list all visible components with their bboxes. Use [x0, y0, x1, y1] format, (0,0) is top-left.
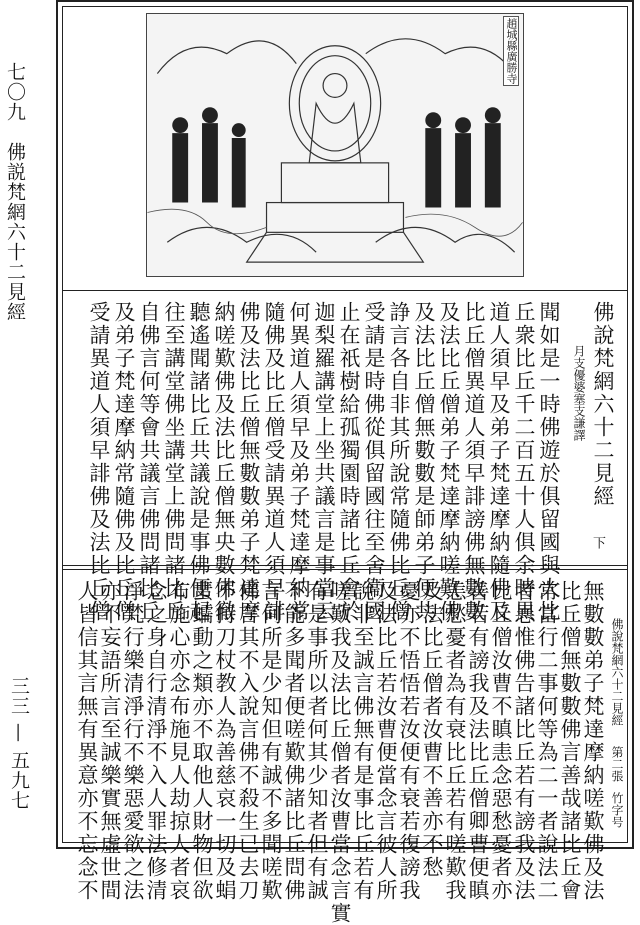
text-column: 聽遙聞諸比丘共議說是事佛便起 — [187, 301, 211, 623]
text-column: 憂亦不悟悟若汝便有衰若復謗我 — [397, 580, 421, 902]
text-column: 及法比丘若汝曹便當念言彼人所 — [374, 580, 398, 902]
text-column: 比丘僧汝曹不瞋恚念惡愁憂者亦 — [489, 580, 513, 902]
text-column: 及弟子梵達摩納常隨佛及比丘僧 — [112, 301, 136, 623]
margin-volume-page: 三三 — 五九七 — [8, 676, 30, 811]
page-header-title: 佛說梵網六十二見經 — [610, 618, 624, 726]
margin-title: 七〇九 佛説梵網六十二見經 — [4, 62, 26, 322]
text-block-upper — [62, 290, 628, 623]
text-column: 念之身自行清淨不入人罪法修清 — [144, 580, 168, 902]
text-column: 道人須早及弟子梵達摩納隨佛及 — [487, 301, 511, 623]
lower-mark: 下 — [590, 536, 605, 551]
translator-line: 月支優婆塞支謙譯 — [572, 345, 586, 441]
text-column: 嗟歎我及法比丘僧者汝曹當念言實 — [328, 580, 352, 925]
text-column: 受請是時佛從俱留國往至舍衞國 — [362, 301, 386, 623]
text-column: 布施心亦念布施見人劫掠人者哀 — [167, 580, 191, 902]
text-column: 納嗟歎佛及法比丘僧無央數佛徹 — [212, 301, 236, 623]
text-column: 常當行二事何等為二一者說法二 — [535, 580, 559, 902]
text-column: 不持刀杖教人為善慈哀一切及蜎 — [213, 580, 237, 902]
text-column: 及法比丘僧者汝曹不善亦不愁 — [420, 580, 444, 879]
text-column: 比丘僧無數數佛言善哉諸比丘會 — [558, 580, 582, 902]
text-column: 人皆信其言無有異意亦不忘念不 — [75, 580, 99, 902]
text-column: 往至講堂佛坐講堂上佛問諸比丘 — [162, 301, 186, 623]
text-block-lower — [62, 569, 628, 925]
text-column: 受請異道人須早誹佛及法比丘僧 — [87, 301, 111, 623]
text-column: 止在祇樹給孤獨園時諸比丘會於 — [337, 301, 361, 623]
text-column: 隨佛及比丘僧受請異道人須早誹 — [262, 301, 286, 623]
text-column: 淨梵行樂清淨行不樂惡愛欲之法 — [121, 580, 145, 902]
text-column: 丘衆比丘千二百五十人俱余時異 — [512, 301, 536, 623]
text-column: 何異道人須早及弟子梵達摩納常 — [287, 301, 311, 623]
illustration-caption: 趙城縣廣勝寺 — [505, 18, 518, 84]
text-column: 無數數弟子梵達摩納嗟歎佛及法 — [581, 580, 605, 902]
page-header-number: 第二張 — [610, 746, 624, 782]
text-column: 蜚蠕動之類亦不取他人財物但欲 — [190, 580, 214, 902]
frontispiece-illustration — [146, 13, 524, 277]
text-column: 恚愁憂者為有衰比丘若有嗟歎我 — [443, 580, 467, 902]
text-column: 者思惟佛告諸比丘若有謗我及法 — [512, 580, 536, 902]
page-header-char: 竹字号 — [610, 792, 624, 828]
text-column: 佛及法比丘僧無數數弟子梵達摩 — [237, 301, 261, 623]
text-column: 諍言各自非其所說常隨佛比丘僧 — [387, 301, 411, 623]
text-column: 佛言其不入說言佛不殺生已去刀 — [236, 580, 260, 902]
text-column: 及法比丘僧無數數是師弟子便共 — [412, 301, 436, 623]
text-column: 有是事所以者何其少知者但有誠 — [305, 580, 329, 902]
buddha-assembly-image — [147, 14, 523, 276]
text-column: 聞如是一時佛遊於俱留國與大比 — [537, 301, 561, 623]
text-column: 不能多聞者便嗟歎佛諸比丘問佛 — [282, 580, 306, 902]
text-column: 言何所是少知但有誠不多聞嗟歎 — [259, 580, 283, 902]
text-column: 亦不妄語所言至誠樂實無虛世間 — [98, 580, 122, 902]
text-column: 及法比丘僧弟子梵達摩納嗟歎佛 — [437, 301, 461, 623]
sutra-title: 佛說梵網六十二見經 — [591, 301, 615, 508]
text-column: 說非至誠言佛無有是事比丘若有 — [351, 580, 375, 902]
text-column: 比丘僧異道人須早誹謗佛無數數 — [462, 301, 486, 623]
text-column: 善若有謗我及法比丘僧卿曹便瞋 — [466, 580, 490, 902]
text-column: 迦梨羅講堂上坐共議言是事當云 — [312, 301, 336, 623]
text-column: 自佛言何等會共議言佛問諸比丘 — [137, 301, 161, 623]
